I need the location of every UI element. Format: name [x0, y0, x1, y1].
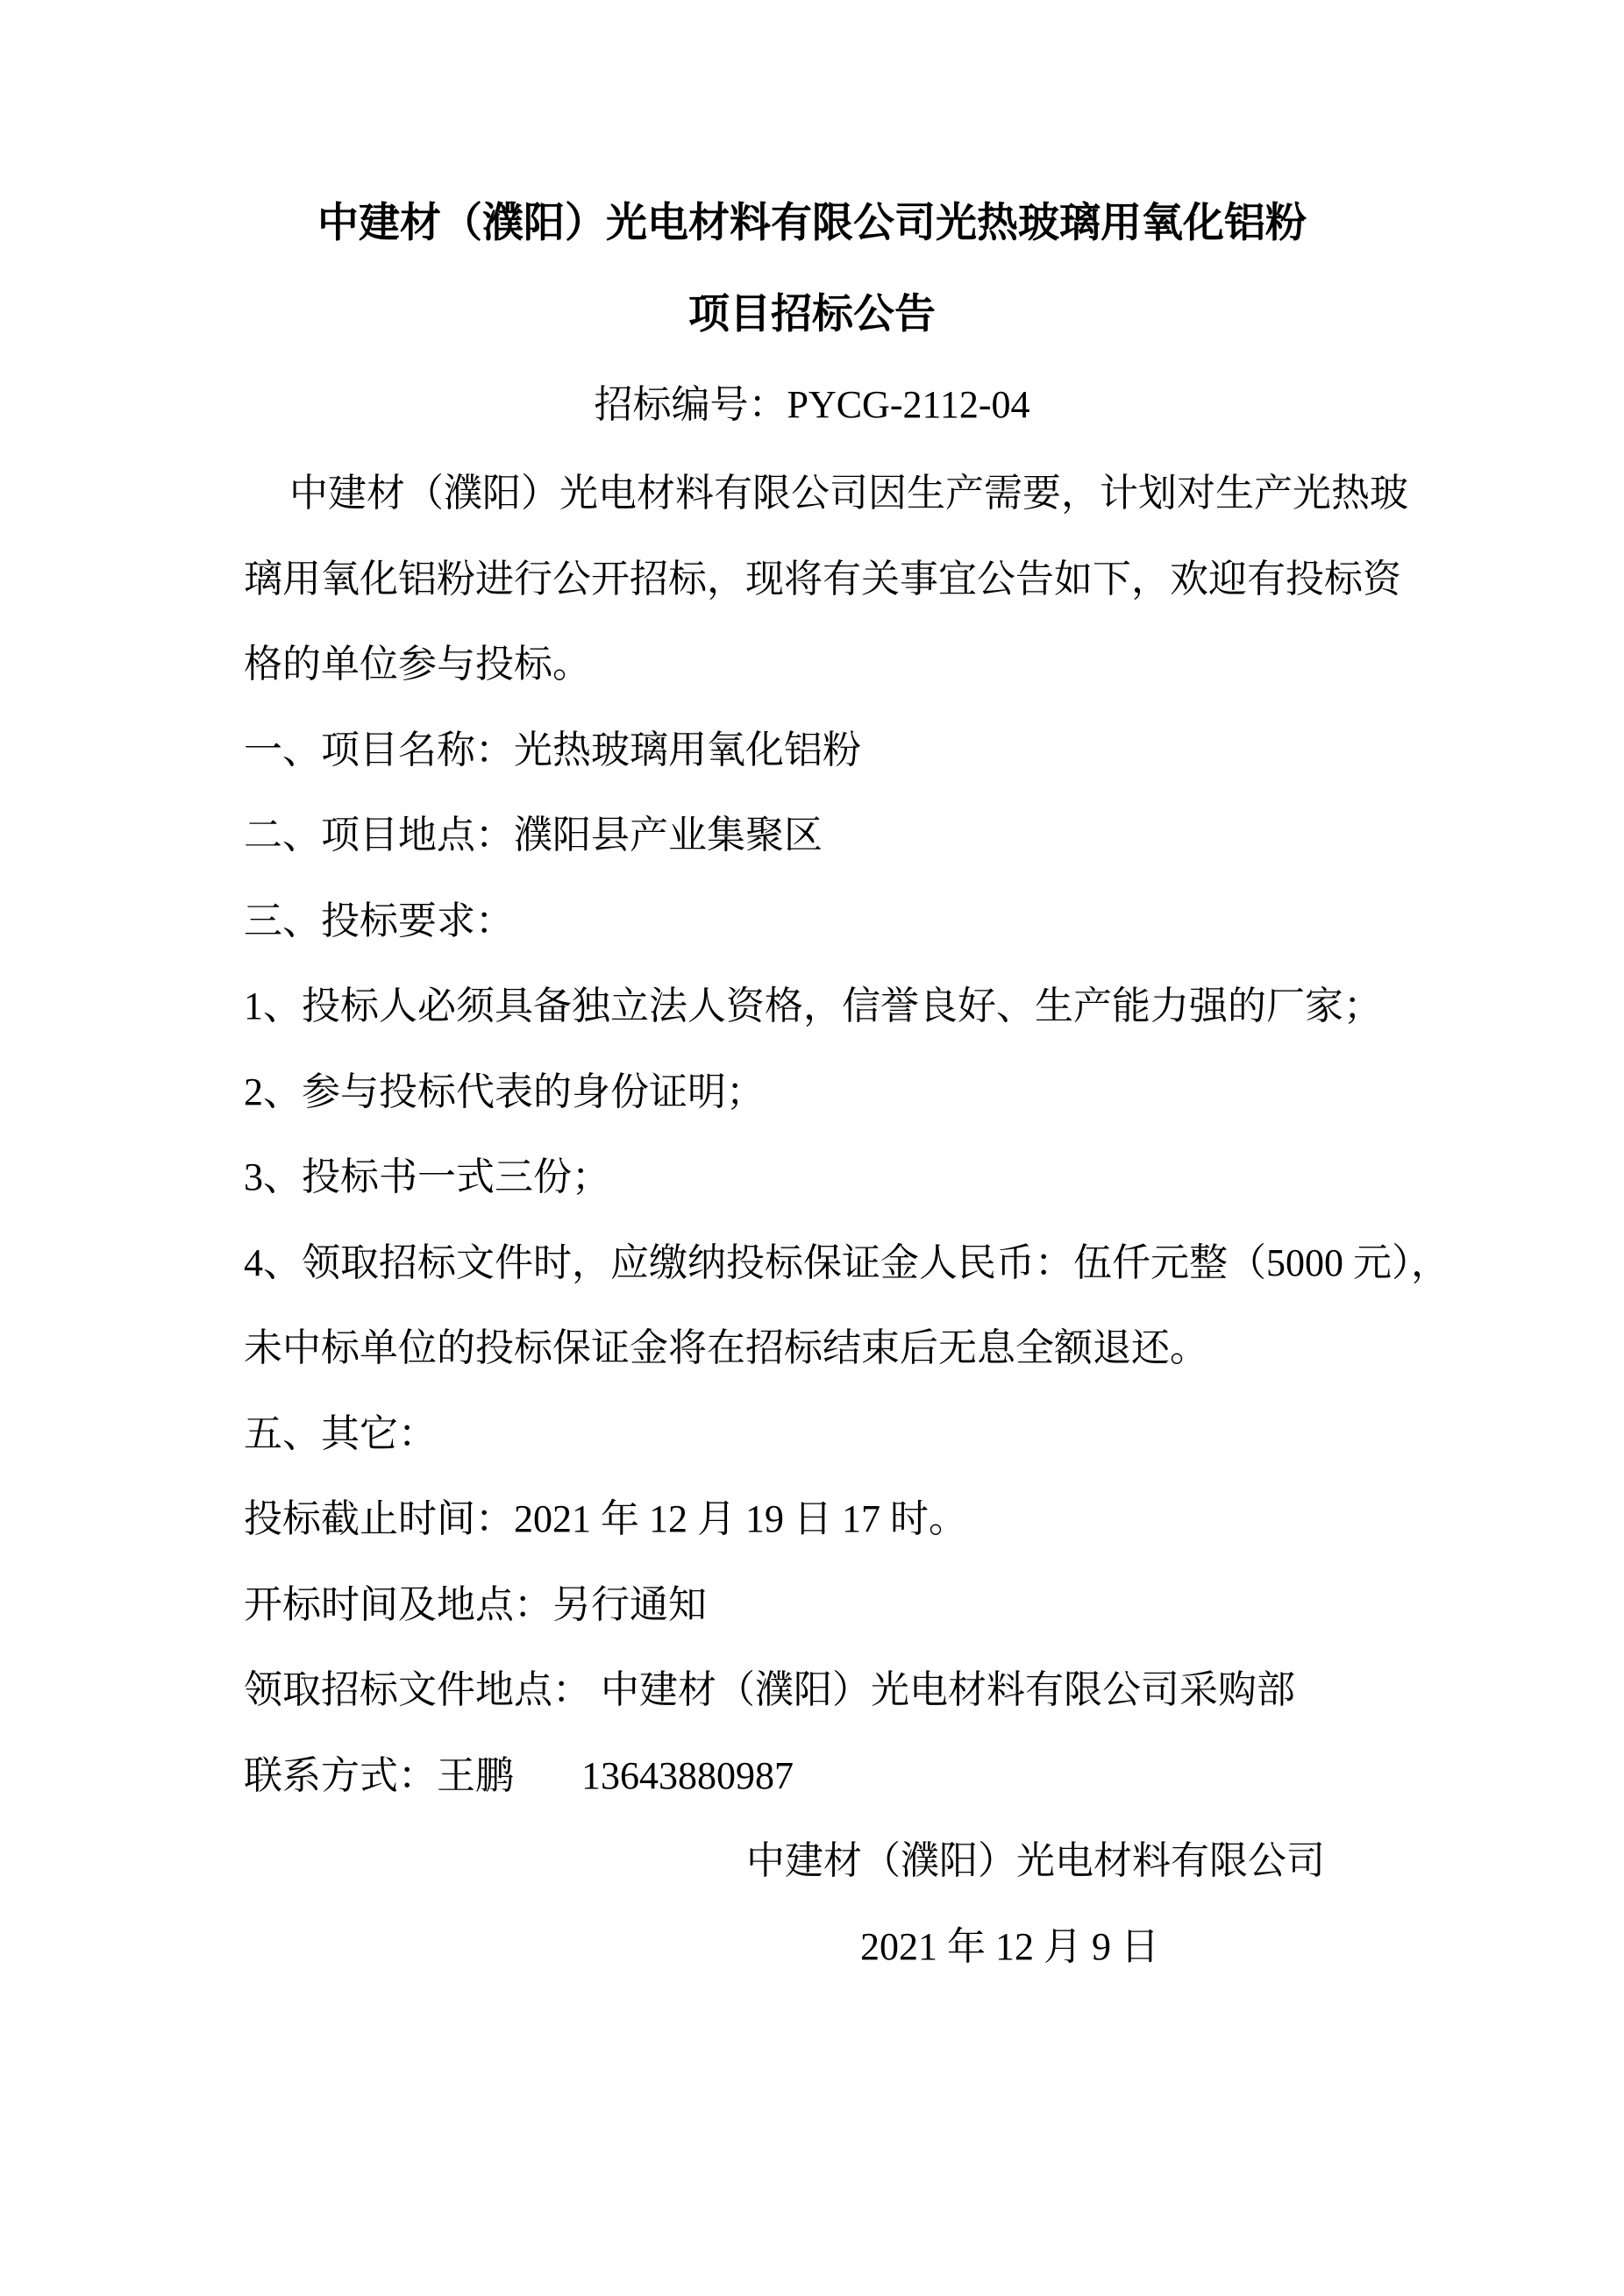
requirement-1: 1、投标人必须具备独立法人资格，信誉良好、生产能力强的厂家； [244, 985, 1382, 1027]
document-pickup-location: 领取招标文件地点： 中建材（濮阳）光电材料有限公司采购部 [244, 1668, 1295, 1711]
signature-company: 中建材（濮阳）光电材料有限公司 [746, 1839, 1325, 1882]
bid-opening-info: 开标时间及地点：另行通知 [244, 1582, 707, 1626]
intro-line-3: 格的单位参与投标。 [244, 643, 591, 686]
requirement-3: 3、投标书一式三份； [244, 1155, 610, 1198]
requirement-2: 2、参与投标代表的身份证明； [244, 1070, 765, 1113]
requirement-4-line-1: 4、领取招标文件时，应缴纳投标保证金人民币：伍仟元整（5000 元）， [244, 1240, 1449, 1284]
signature-date: 2021 年 12 月 9 日 [860, 1924, 1159, 1968]
document-title-line-1: 中建材（濮阳）光电材料有限公司光热玻璃用氧化铝粉 [317, 199, 1307, 245]
item-project-location: 二、项目地点：濮阳县产业集聚区 [244, 814, 823, 857]
requirement-4-line-2: 未中标单位的投标保证金将在招标结束后无息全额退还。 [244, 1326, 1208, 1369]
item-other-heading: 五、其它： [244, 1411, 437, 1455]
contact-info: 联系方式：王鹏 13643880987 [244, 1753, 794, 1797]
intro-line-2: 璃用氧化铝粉进行公开招标，现将有关事宜公告如下，欢迎有投标资 [244, 557, 1401, 601]
document-title-line-2: 项目招标公告 [688, 290, 936, 337]
intro-line-1: 中建材（濮阳）光电材料有限公司因生产需要，计划对生产光热玻 [289, 472, 1408, 515]
item-bid-requirements-heading: 三、投标要求： [244, 899, 514, 942]
tender-number: 招标编号：PYCG-2112-04 [594, 383, 1030, 426]
bid-deadline: 投标截止时间：2021 年 12 月 19 日 17 时。 [244, 1497, 967, 1540]
item-project-name: 一、项目名称：光热玻璃用氧化铝粉 [244, 728, 861, 771]
